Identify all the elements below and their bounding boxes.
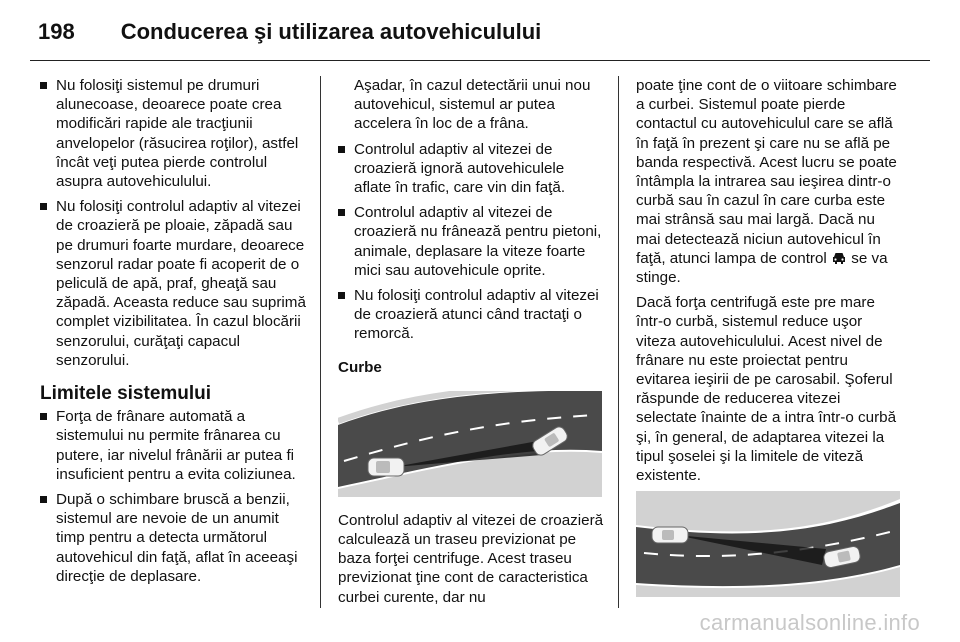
- curve-illustration-1: [338, 391, 602, 497]
- column-divider-1: [320, 76, 321, 608]
- column-3: [636, 76, 902, 611]
- column-2: [338, 76, 604, 613]
- list-item: [338, 140, 604, 198]
- list-item-text: După o schimbare bruscă a benzii, sistemul are nevoie de un anumit timp pentru a detecta următorul autovehicul din faţă, aflat în aceeaşi direcţie de deplasare.: [56, 491, 298, 585]
- bullet-list-precautions: [40, 76, 306, 370]
- page-title: Conducerea şi utilizarea autovehiculului: [120, 19, 542, 44]
- bullet-square-icon: [40, 82, 47, 89]
- curves-paragraph-continued: poate ţine cont de o viitoare schimbare a curbei. Sistemul poate pierde contactul cu autovehiculul care se află în faţă în prezent şi care nu se află pe banda respectivă. Acest lucru se poate întâmpla la intrarea sau ieşirea dintr-o curbă sau în cazul în care curba este mai strânsă sau mai largă. Dacă nu mai detectează niciun autovehicul în faţă, atunci lampa de control se va stinge.: [636, 77, 897, 287]
- column-1: [40, 76, 306, 592]
- page-number: 198: [38, 19, 75, 44]
- list-item-text: Controlul adaptiv al vitezei de croazieră nu frânează pentru pietoni, animale, deplasare la viteze foarte mici sau autovehicule oprite.: [354, 204, 602, 279]
- bullet-square-icon: [40, 496, 47, 503]
- list-item-text: Nu folosiţi sistemul pe drumuri alunecoase, deoarece poate crea modificări rapide ale tracţiunii anvelopelor (răsucirea roţilor), astfel încât veţi putea pierde controlul asupra autovehiculului.: [56, 77, 299, 191]
- header-rule: [30, 60, 930, 61]
- continuation-text: Aşadar, în cazul detectării unui nou autovehicul, sistemul ar putea accelera în loc de a frâna.: [354, 77, 591, 133]
- bullet-square-icon: [338, 209, 345, 216]
- bullet-square-icon: [40, 413, 47, 420]
- section-heading-system-limits: Limitele sistemului: [40, 383, 212, 405]
- list-item-text: Nu folosiţi controlul adaptiv al vitezei de croazieră atunci când tractaţi o remorcă.: [354, 287, 599, 343]
- list-item: [40, 197, 306, 370]
- list-item: [338, 203, 604, 280]
- list-item-text: Forţa de frânare automată a sistemului nu permite frânarea cu putere, iar nivelul frânării ar putea fi insuficient pentru a evita coliziunea.: [56, 408, 296, 483]
- bullet-square-icon: [338, 292, 345, 299]
- vehicle-ahead-icon: [831, 251, 847, 265]
- curves-paragraph: Controlul adaptiv al vitezei de croazieră calculează un traseu previzionat pe baza forţei centrifuge. Acest traseu previzionat ţine cont de caracteristica curbei curente, dar nu: [338, 511, 604, 606]
- page-header: [38, 12, 541, 52]
- list-item-text: Controlul adaptiv al vitezei de croazieră ignoră autovehiculele aflate în trafic, care vin din faţă.: [354, 140, 566, 197]
- list-item: [338, 286, 604, 344]
- column-divider-2: [618, 76, 619, 608]
- centrifugal-force-paragraph: Dacă forţa centrifugă este pre mare într-o curbă, sistemul reduce uşor viteza autovehiculului. Acest nivel de frânare nu este proiectat pentru evitarea ieşirii de pe carosabil. Şoferul răspunde de reducerea vitezei selectate înainte de a intra într-o curbă şi, în general, de adaptarea vitezei la tipul şoselei şi la limitele de viteză existente.: [636, 294, 897, 485]
- list-item-text: Nu folosiţi controlul adaptiv al vitezei de croazieră pe ploaie, zăpadă sau pe drumuri foarte murdare, deoarece senzorul radar poate fi acoperit de o peliculă de apă, praf, gheaţă sau zăpadă. Aceasta reduce sau suprimă complet vizibilitatea. În cazul blocării senzorului, curăţaţi capacul senzorului.: [56, 198, 306, 369]
- subheading-curves: Curbe: [338, 358, 382, 376]
- list-item: [40, 490, 306, 586]
- bullet-list-limits: [40, 407, 306, 586]
- list-item: [40, 407, 306, 484]
- list-item: [40, 76, 306, 191]
- bullet-square-icon: [40, 203, 47, 210]
- watermark: carmanualsonline.info: [699, 610, 920, 635]
- bullet-list-limitations: [338, 140, 604, 344]
- bullet-square-icon: [338, 146, 345, 153]
- curve-illustration-2: [636, 491, 900, 597]
